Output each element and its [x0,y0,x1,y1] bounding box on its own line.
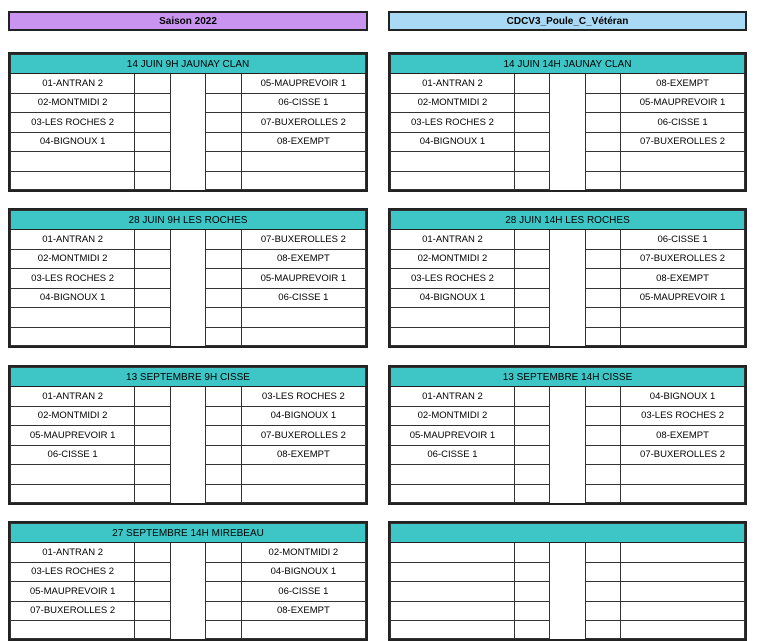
table-row [11,132,366,152]
home-team: 04-BIGNOUX 1 [11,132,135,152]
away-score [206,230,242,250]
separator [550,171,585,189]
separator [550,132,585,152]
away-score [585,465,620,485]
home-team: 04-BIGNOUX 1 [391,132,515,152]
home-team: 02-MONTMIDI 2 [11,249,135,269]
table-row [391,93,745,113]
separator [550,74,585,94]
home-team: 02-MONTMIDI 2 [391,249,515,269]
away-team [621,484,745,502]
home-score [135,406,171,426]
separator [170,249,206,269]
home-team: 02-MONTMIDI 2 [11,93,135,113]
home-score [514,543,549,563]
away-score [585,230,620,250]
competition-header [388,11,747,31]
separator [170,152,206,172]
home-score [514,288,549,308]
separator [170,288,206,308]
table-row [391,152,745,172]
home-team [391,621,515,639]
away-score [585,171,620,189]
away-team [241,465,365,485]
away-team: 04-BIGNOUX 1 [621,387,745,407]
away-team: 07-BUXEROLLES 2 [241,230,365,250]
match-day-title [391,524,745,543]
home-score [514,621,549,639]
separator [170,308,206,328]
table-row [391,308,745,328]
separator [550,230,585,250]
separator [170,230,206,250]
separator [550,113,585,133]
match-block [8,521,368,641]
table-row [391,387,745,407]
table-row [391,327,745,345]
away-score [585,152,620,172]
away-score [206,582,242,602]
home-score [135,426,171,446]
away-team: 08-EXEMPT [621,269,745,289]
table-row [391,132,745,152]
away-team [241,484,365,502]
table-row [391,601,745,621]
separator [170,327,206,345]
away-team: 03-LES ROCHES 2 [621,406,745,426]
separator [550,562,585,582]
away-team: 03-LES ROCHES 2 [241,387,365,407]
separator [170,562,206,582]
home-score [135,93,171,113]
table-row [11,387,366,407]
away-score [585,308,620,328]
away-score [206,308,242,328]
home-team: 01-ANTRAN 2 [391,74,515,94]
away-score [585,562,620,582]
separator [550,621,585,639]
away-score [585,93,620,113]
away-team [621,621,745,639]
table-row [11,327,366,345]
away-team [241,621,365,639]
home-score [135,387,171,407]
home-team [11,171,135,189]
away-score [206,132,242,152]
away-score [206,484,242,502]
separator [550,582,585,602]
home-team: 01-ANTRAN 2 [11,230,135,250]
away-team: 08-EXEMPT [241,249,365,269]
separator [170,484,206,502]
match-day-title: 27 SEPTEMBRE 14H MIREBEAU [11,524,366,543]
home-score [135,288,171,308]
home-score [135,113,171,133]
match-day-title: 13 SEPTEMBRE 9H CISSE [11,368,366,387]
separator [170,93,206,113]
away-team: 06-CISSE 1 [241,288,365,308]
separator [170,269,206,289]
away-score [206,621,242,639]
home-team: 02-MONTMIDI 2 [11,406,135,426]
home-team [11,308,135,328]
away-team: 02-MONTMIDI 2 [241,543,365,563]
home-score [514,269,549,289]
separator [550,426,585,446]
table-row [391,562,745,582]
table-row [11,288,366,308]
away-team [621,152,745,172]
table-row [11,484,366,502]
away-team: 06-CISSE 1 [621,113,745,133]
home-score [135,132,171,152]
season-header [8,11,368,31]
home-score [514,132,549,152]
home-team [11,327,135,345]
table-row [11,93,366,113]
away-score [585,132,620,152]
away-score [206,113,242,133]
table-row [11,445,366,465]
separator [550,269,585,289]
home-team: 02-MONTMIDI 2 [391,406,515,426]
home-team: 05-MAUPREVOIR 1 [11,426,135,446]
home-team: 03-LES ROCHES 2 [391,113,515,133]
away-team: 07-BUXEROLLES 2 [241,426,365,446]
table-row [391,113,745,133]
home-score [135,171,171,189]
home-team [11,621,135,639]
table-row [391,406,745,426]
away-team: 06-CISSE 1 [241,582,365,602]
home-score [514,113,549,133]
away-score [206,327,242,345]
home-team [391,484,515,502]
table-row [11,621,366,639]
away-score [585,288,620,308]
separator [550,308,585,328]
separator [170,74,206,94]
match-day-title: 14 JUIN 9H JAUNAY CLAN [11,55,366,74]
separator [170,387,206,407]
table-row [391,445,745,465]
away-team [241,327,365,345]
match-block [388,365,747,505]
home-score [514,406,549,426]
home-team: 03-LES ROCHES 2 [11,562,135,582]
away-team [621,582,745,602]
table-row [391,74,745,94]
home-score [514,171,549,189]
away-score [206,74,242,94]
away-score [585,249,620,269]
home-team [391,308,515,328]
home-score [135,230,171,250]
table-row [391,230,745,250]
home-score [135,152,171,172]
home-score [135,445,171,465]
home-score [514,230,549,250]
away-team: 04-BIGNOUX 1 [241,562,365,582]
away-score [206,269,242,289]
season-label: Saison 2022 [159,15,217,27]
home-team: 05-MAUPREVOIR 1 [391,426,515,446]
away-team [621,171,745,189]
away-score [206,152,242,172]
home-team [391,152,515,172]
table-row [391,269,745,289]
home-score [514,582,549,602]
separator [170,582,206,602]
table-row [391,543,745,563]
table-row [391,484,745,502]
table-row [391,465,745,485]
home-team [391,582,515,602]
away-score [585,543,620,563]
home-team [391,601,515,621]
away-team [621,543,745,563]
away-team: 08-EXEMPT [621,426,745,446]
table-row [11,230,366,250]
home-score [514,308,549,328]
table-row [11,426,366,446]
away-score [206,465,242,485]
table-row [11,543,366,563]
away-score [206,288,242,308]
home-team: 03-LES ROCHES 2 [391,269,515,289]
home-score [135,543,171,563]
home-score [135,327,171,345]
home-team: 05-MAUPREVOIR 1 [11,582,135,602]
separator [550,249,585,269]
away-team [621,465,745,485]
home-score [514,601,549,621]
home-score [135,249,171,269]
away-team [621,601,745,621]
separator [550,445,585,465]
separator [170,113,206,133]
away-score [585,327,620,345]
home-team: 01-ANTRAN 2 [391,387,515,407]
away-team [621,327,745,345]
match-block [8,365,368,505]
separator [550,327,585,345]
separator [170,426,206,446]
home-team: 01-ANTRAN 2 [11,387,135,407]
away-team [241,171,365,189]
table-row [391,426,745,446]
table-row [11,465,366,485]
table-row [11,249,366,269]
away-score [585,621,620,639]
away-team [621,562,745,582]
away-score [206,562,242,582]
match-block [388,52,747,192]
home-score [135,484,171,502]
away-team: 08-EXEMPT [241,601,365,621]
separator [170,132,206,152]
table-row [11,171,366,189]
away-team: 05-MAUPREVOIR 1 [621,93,745,113]
away-team: 05-MAUPREVOIR 1 [241,74,365,94]
home-team: 01-ANTRAN 2 [391,230,515,250]
home-team: 07-BUXEROLLES 2 [11,601,135,621]
match-block [8,208,368,348]
home-score [135,562,171,582]
home-team: 04-BIGNOUX 1 [11,288,135,308]
home-team [391,171,515,189]
away-score [585,74,620,94]
away-score [585,582,620,602]
away-score [585,601,620,621]
home-score [135,308,171,328]
away-team [621,308,745,328]
home-score [514,445,549,465]
home-score [135,582,171,602]
home-team: 03-LES ROCHES 2 [11,269,135,289]
home-team [391,327,515,345]
away-score [206,601,242,621]
home-score [135,269,171,289]
table-row [391,249,745,269]
table-row [11,308,366,328]
home-score [135,74,171,94]
table-row [11,113,366,133]
away-score [585,269,620,289]
table-row [11,562,366,582]
away-score [206,543,242,563]
away-team: 08-EXEMPT [241,132,365,152]
away-team: 04-BIGNOUX 1 [241,406,365,426]
table-row [11,269,366,289]
home-score [514,152,549,172]
separator [170,621,206,639]
separator [550,543,585,563]
match-day-title: 28 JUIN 9H LES ROCHES [11,211,366,230]
away-team: 07-BUXEROLLES 2 [621,132,745,152]
away-team: 07-BUXEROLLES 2 [621,445,745,465]
separator [170,543,206,563]
separator [170,465,206,485]
away-team: 05-MAUPREVOIR 1 [621,288,745,308]
away-team: 05-MAUPREVOIR 1 [241,269,365,289]
away-team: 06-CISSE 1 [241,93,365,113]
match-block [8,52,368,192]
away-score [585,406,620,426]
home-score [514,484,549,502]
away-score [206,426,242,446]
table-row [391,171,745,189]
table-row [11,582,366,602]
home-score [135,601,171,621]
home-score [135,465,171,485]
away-team: 07-BUXEROLLES 2 [621,249,745,269]
home-score [514,387,549,407]
home-team: 06-CISSE 1 [391,445,515,465]
home-score [135,621,171,639]
away-score [585,484,620,502]
home-score [514,327,549,345]
table-row [11,406,366,426]
home-team [391,543,515,563]
match-block [388,208,747,348]
home-team [391,465,515,485]
away-team [241,308,365,328]
table-row [391,582,745,602]
separator [550,484,585,502]
away-score [206,249,242,269]
separator [550,152,585,172]
home-team: 06-CISSE 1 [11,445,135,465]
home-score [514,562,549,582]
table-row [391,621,745,639]
away-score [585,113,620,133]
away-team: 08-EXEMPT [241,445,365,465]
separator [550,465,585,485]
separator [170,445,206,465]
home-score [514,249,549,269]
separator [550,387,585,407]
match-day-title: 14 JUIN 14H JAUNAY CLAN [391,55,745,74]
separator [170,406,206,426]
away-score [585,445,620,465]
home-score [514,426,549,446]
match-day-title: 28 JUIN 14H LES ROCHES [391,211,745,230]
home-team: 04-BIGNOUX 1 [391,288,515,308]
match-block [388,521,747,641]
home-team: 03-LES ROCHES 2 [11,113,135,133]
home-team [11,152,135,172]
away-team: 08-EXEMPT [621,74,745,94]
away-score [206,93,242,113]
separator [170,171,206,189]
home-team [11,465,135,485]
away-score [206,445,242,465]
away-score [585,387,620,407]
home-score [514,74,549,94]
separator [550,93,585,113]
home-team: 01-ANTRAN 2 [11,543,135,563]
away-score [206,171,242,189]
separator [170,601,206,621]
table-row [391,288,745,308]
home-team [391,562,515,582]
table-row [11,152,366,172]
home-team: 02-MONTMIDI 2 [391,93,515,113]
away-team: 06-CISSE 1 [621,230,745,250]
away-score [585,426,620,446]
match-day-title: 13 SEPTEMBRE 14H CISSE [391,368,745,387]
separator [550,288,585,308]
separator [550,406,585,426]
table-row [11,74,366,94]
away-score [206,387,242,407]
away-team [241,152,365,172]
competition-label: CDCV3_Poule_C_Vétéran [506,15,629,27]
away-team: 07-BUXEROLLES 2 [241,113,365,133]
table-row [11,601,366,621]
away-score [206,406,242,426]
home-score [514,465,549,485]
home-team: 01-ANTRAN 2 [11,74,135,94]
separator [550,601,585,621]
home-team [11,484,135,502]
home-score [514,93,549,113]
